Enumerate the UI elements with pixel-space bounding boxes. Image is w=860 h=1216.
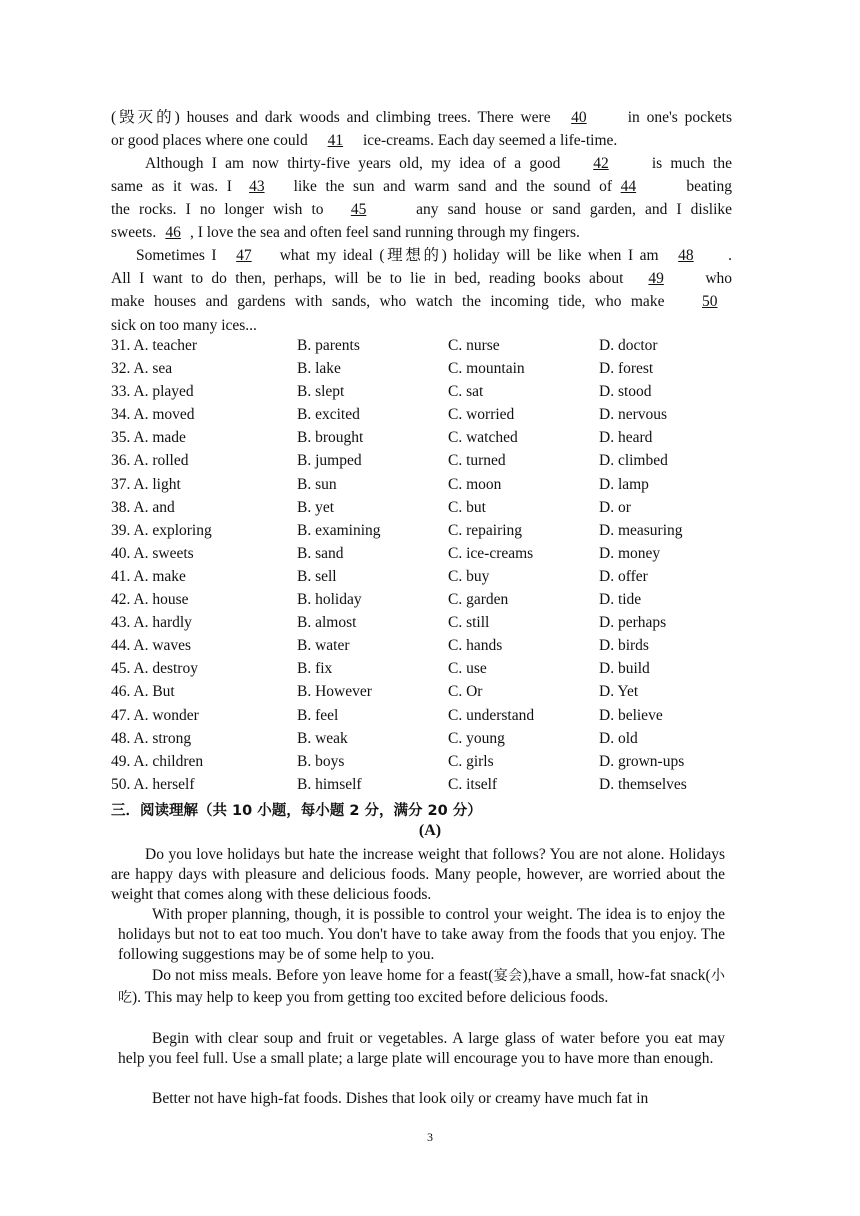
text: Better not have high-fat foods. Dishes that look oily or creamy have much fat in xyxy=(152,1090,649,1107)
text: Begin with clear soup and fruit or vegetables. A large glass of water before you eat may help you feel full. Use a small plate; a large plate will encourage you to have more than enough. xyxy=(118,1030,725,1068)
option-b: B. holiday xyxy=(297,591,362,609)
option-d: D. heard xyxy=(599,429,653,447)
option-b: B. lake xyxy=(297,360,341,378)
option-b: B. However xyxy=(297,683,372,701)
blank-45: 45 xyxy=(350,201,367,218)
option-q: 40. A. sweets xyxy=(111,544,194,562)
option-c: C. buy xyxy=(448,567,490,585)
options-list xyxy=(111,337,732,799)
option-d: D. measuring xyxy=(599,521,683,539)
option-row xyxy=(111,406,732,429)
option-q: 49. A. children xyxy=(111,752,204,770)
option-d: D. grown-ups xyxy=(599,752,685,770)
option-d: D. build xyxy=(599,660,650,678)
blank-40: 40 xyxy=(571,109,587,126)
option-q: 43. A. hardly xyxy=(111,614,192,632)
option-c: C. worried xyxy=(448,406,515,424)
option-q: 37. A. light xyxy=(111,475,181,493)
blank-48: 48 xyxy=(678,247,694,264)
option-b: B. jumped xyxy=(297,452,362,470)
text: what my ideal (理想的) holiday will be like when I am xyxy=(279,247,659,264)
option-b: B. fix xyxy=(297,660,333,678)
option-c: C. girls xyxy=(448,752,494,770)
text: or good places where one could xyxy=(111,132,308,149)
option-row xyxy=(111,360,732,383)
option-row xyxy=(111,568,732,591)
blank-41: 41 xyxy=(327,132,344,149)
option-d: D. doctor xyxy=(599,337,658,354)
cjk-text: 宴会 xyxy=(493,968,523,984)
text: sweets. xyxy=(111,224,157,241)
text: , I love the sea and often feel sand running through my fingers. xyxy=(189,224,580,241)
option-b: B. slept xyxy=(297,383,345,401)
option-q: 50. A. herself xyxy=(111,775,195,793)
option-d: D. themselves xyxy=(599,775,687,793)
option-c: C. garden xyxy=(448,591,509,609)
option-c: C. itself xyxy=(448,775,498,793)
option-d: D. perhaps xyxy=(599,614,667,632)
text: like the sun and warm sand and the sound of xyxy=(293,178,613,195)
option-row xyxy=(111,707,732,730)
option-row xyxy=(111,776,732,799)
passage-line-8 xyxy=(111,267,732,290)
passage-line-1 xyxy=(111,106,732,129)
option-q: 36. A. rolled xyxy=(111,452,189,470)
option-c: C. nurse xyxy=(448,337,500,354)
option-b: B. almost xyxy=(297,614,357,632)
option-c: C. but xyxy=(448,498,486,516)
option-row xyxy=(111,499,732,522)
text: (毁灭的) houses and dark woods and climbing trees. There were xyxy=(111,109,551,126)
option-c: C. moon xyxy=(448,475,502,493)
option-d: D. offer xyxy=(599,567,648,585)
reading-para-5 xyxy=(118,1089,725,1109)
page-number: 3 xyxy=(427,1130,433,1144)
option-c: C. young xyxy=(448,729,505,747)
option-q: 32. A. sea xyxy=(111,360,173,378)
option-q: 34. A. moved xyxy=(111,406,195,424)
text: Sometimes I xyxy=(136,247,217,264)
option-q: 44. A. waves xyxy=(111,637,192,655)
option-q: 31. A. teacher xyxy=(111,337,198,354)
option-b: B. examining xyxy=(297,521,381,539)
cjk-text: 小吃 xyxy=(118,968,726,1006)
text: beating xyxy=(686,178,733,195)
option-q: 38. A. and xyxy=(111,498,175,516)
option-row xyxy=(111,591,732,614)
passage-line-4 xyxy=(111,175,732,198)
option-b: B. parents xyxy=(297,337,360,354)
text: Do not miss meals. Before yon leave home for a feast( xyxy=(152,967,494,984)
option-d: D. birds xyxy=(599,637,649,655)
option-row xyxy=(111,337,732,360)
option-q: 48. A. strong xyxy=(111,729,192,747)
option-d: D. old xyxy=(599,729,638,747)
option-row xyxy=(111,683,732,706)
option-c: C. use xyxy=(448,660,487,678)
blank-47: 47 xyxy=(236,247,252,264)
blank-49: 49 xyxy=(648,270,664,287)
option-b: B. excited xyxy=(297,406,360,424)
option-c: C. still xyxy=(448,614,490,632)
option-q: 46. A. But xyxy=(111,683,175,701)
option-q: 41. A. make xyxy=(111,567,186,585)
text: make houses and gardens with sands, who watch the incoming tide, who make xyxy=(111,293,665,310)
option-c: C. hands xyxy=(448,637,503,655)
reading-para-4 xyxy=(118,1029,725,1069)
option-row xyxy=(111,522,732,545)
text: ice-creams. Each day seemed a life-time. xyxy=(362,132,618,149)
option-q: 35. A. made xyxy=(111,429,186,447)
option-d: D. money xyxy=(599,544,661,562)
option-row xyxy=(111,637,732,660)
option-d: D. forest xyxy=(599,360,654,378)
option-b: B. sell xyxy=(297,567,337,585)
option-row xyxy=(111,429,732,452)
reading-para-1 xyxy=(111,845,725,906)
text: Do you love holidays but hate the increase weight that follows? You are not alone. Holidays are happy days with pleasure and delicious foods. Many people, however, are worried about the weight that comes along with these delicious foods. xyxy=(111,846,725,904)
option-b: B. weak xyxy=(297,729,348,747)
option-c: C. Or xyxy=(448,683,483,701)
passage-line-7 xyxy=(136,244,732,267)
option-b: B. sun xyxy=(297,475,337,493)
option-row xyxy=(111,383,732,406)
option-d: D. lamp xyxy=(599,475,649,493)
option-d: D. nervous xyxy=(599,406,668,424)
option-row xyxy=(111,476,732,499)
option-d: D. believe xyxy=(599,706,663,724)
passage-line-10 xyxy=(111,314,732,337)
passage-line-2 xyxy=(111,129,732,152)
option-c: C. repairing xyxy=(448,521,523,539)
text: Although I am now thirty-five years old, my idea of a good xyxy=(145,155,561,172)
text: All I want to do then, perhaps, will be to lie in bed, reading books about xyxy=(111,270,624,287)
option-d: D. tide xyxy=(599,591,642,609)
option-row xyxy=(111,545,732,568)
text: the rocks. I no longer wish to xyxy=(111,201,324,218)
text: . xyxy=(728,247,733,264)
option-q: 42. A. house xyxy=(111,591,189,609)
reading-para-2 xyxy=(118,905,725,966)
blank-43: 43 xyxy=(249,178,265,195)
option-d: D. or xyxy=(599,498,631,516)
option-row xyxy=(111,614,732,637)
option-row xyxy=(111,753,732,776)
option-d: D. Yet xyxy=(599,683,639,701)
text: ). This may help to keep you from getting too excited before delicious foods. xyxy=(132,989,609,1006)
option-b: B. sand xyxy=(297,544,344,562)
reading-para-3 xyxy=(118,965,725,1009)
option-c: C. mountain xyxy=(448,360,525,378)
option-q: 33. A. played xyxy=(111,383,194,401)
text: With proper planning, though, it is possible to control your weight. The idea is to enjoy the holidays but not to eat too much. You don't have to take away from the foods that you enjoy. The following suggestions may be of some help to you. xyxy=(118,906,725,964)
blank-44: 44 xyxy=(620,178,637,195)
option-b: B. yet xyxy=(297,498,335,516)
passage-line-6 xyxy=(111,221,732,244)
option-q: 45. A. destroy xyxy=(111,660,198,678)
text: any sand house or sand garden, and I dislike xyxy=(416,201,733,218)
option-row xyxy=(111,660,732,683)
option-c: C. ice-creams xyxy=(448,544,534,562)
option-row xyxy=(111,730,732,753)
passage-line-9 xyxy=(111,290,732,313)
option-row xyxy=(111,452,732,475)
blank-46: 46 xyxy=(165,224,181,241)
blank-50: 50 xyxy=(702,293,718,310)
blank-42: 42 xyxy=(593,155,609,172)
option-b: B. water xyxy=(297,637,350,655)
option-c: C. sat xyxy=(448,383,484,401)
text: is much the xyxy=(651,155,732,172)
option-c: C. turned xyxy=(448,452,506,470)
text: who xyxy=(705,270,733,287)
option-d: D. stood xyxy=(599,383,652,401)
option-b: B. feel xyxy=(297,706,339,724)
passage-label: (A) xyxy=(418,822,442,839)
option-d: D. climbed xyxy=(599,452,668,470)
option-q: 39. A. exploring xyxy=(111,521,212,539)
option-c: C. understand xyxy=(448,706,535,724)
passage-line-5 xyxy=(111,198,732,221)
section-heading: 三．阅读理解（共 10 小题，每小题 2 分，满分 20 分） xyxy=(111,803,482,819)
text: ),have a small, how-fat snack( xyxy=(522,967,711,984)
text: sick on too many ices... xyxy=(111,317,257,334)
option-q: 47. A. wonder xyxy=(111,706,199,724)
passage-line-3 xyxy=(145,152,732,175)
option-b: B. himself xyxy=(297,775,362,793)
option-b: B. brought xyxy=(297,429,364,447)
text: in one's pockets xyxy=(627,109,733,126)
text: same as it was. I xyxy=(111,178,232,195)
option-b: B. boys xyxy=(297,752,345,770)
option-c: C. watched xyxy=(448,429,518,447)
